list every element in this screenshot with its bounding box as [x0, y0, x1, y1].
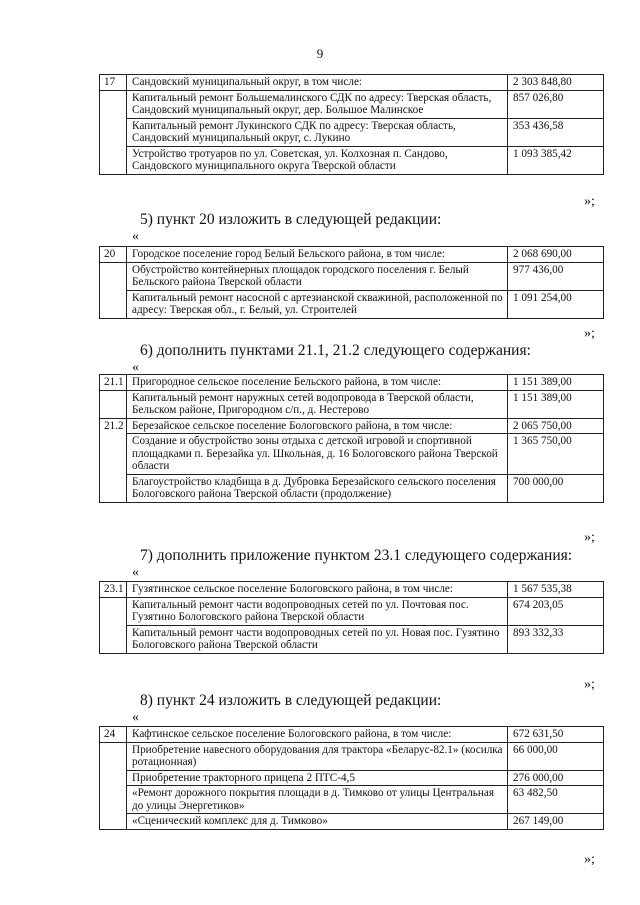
row-amount: 857 026,80	[508, 90, 604, 118]
table-row	[100, 786, 604, 814]
row-number: 17	[100, 75, 127, 91]
amendment-heading-8: 8) пункт 24 изложить в следующей редакции:	[140, 692, 442, 709]
row-description: Капитальный ремонт части водопроводных сетей по ул. Почтовая пос. Гузятино Бологовского района Тверской области	[127, 597, 508, 625]
row-amount: 893 332,33	[508, 625, 604, 653]
row-description: Капитальный ремонт насосной с артезианской скважиной, расположенной по адресу: Тверская обл., г. Белый, ул. Строителей	[127, 290, 508, 318]
row-number	[100, 290, 127, 318]
row-number	[100, 146, 127, 174]
closing-quote: »;	[584, 194, 595, 209]
row-amount: 66 000,00	[508, 742, 604, 770]
row-number: 24	[100, 727, 127, 743]
amendment-heading-7: 7) дополнить приложение пунктом 23.1 следующего содержания:	[140, 547, 573, 564]
table-row	[100, 290, 604, 318]
row-description: «Сценический комплекс для д. Тимково»	[127, 814, 508, 830]
row-description: Обустройство контейнерных площадок городского поселения г. Белый Бельского района Тверской области	[127, 262, 508, 290]
page-number: 9	[316, 46, 324, 61]
row-number	[100, 742, 127, 770]
table-item-20	[99, 246, 604, 319]
row-description: Капитальный ремонт Большемалинского СДК по адресу: Тверская область, Сандовский муниципальный округ, дер. Большое Малинское	[127, 90, 508, 118]
table-item-23-1	[99, 581, 604, 654]
row-description: Благоустройство кладбища в д. Дубровка Березайского сельского поселения Бологовского района Тверской области (продолжение)	[127, 474, 508, 502]
row-description: «Ремонт дорожного покрытия площади в д. Тимково от улицы Центральная до улицы Энергетиков»	[127, 786, 508, 814]
table-item-17	[99, 74, 604, 175]
row-number	[100, 625, 127, 653]
row-number	[100, 390, 127, 418]
amendment-heading-5: 5) пункт 20 изложить в следующей редакции:	[140, 211, 442, 228]
closing-quote: »;	[584, 326, 595, 341]
opening-quote: «	[132, 229, 139, 244]
row-description: Капитальный ремонт Лукинского СДК по адресу: Тверская область, Сандовский муниципальный округ, с. Лукино	[127, 118, 508, 146]
opening-quote: «	[132, 710, 139, 725]
table-row	[100, 770, 604, 786]
row-number	[100, 474, 127, 502]
table-row	[100, 597, 604, 625]
table-row	[100, 118, 604, 146]
closing-quote: »;	[584, 530, 595, 545]
table-row	[100, 146, 604, 174]
table-row	[100, 582, 604, 598]
row-number	[100, 118, 127, 146]
row-description: Устройство тротуаров по ул. Советская, ул. Колхозная п. Сандово, Сандовского муниципального округа Тверской области	[127, 146, 508, 174]
row-amount: 2 068 690,00	[508, 247, 604, 263]
table-row	[100, 390, 604, 418]
opening-quote: «	[132, 565, 139, 580]
row-number: 20	[100, 247, 127, 263]
table-row	[100, 474, 604, 502]
table-row	[100, 814, 604, 830]
row-amount: 1 567 535,38	[508, 582, 604, 598]
table-row	[100, 262, 604, 290]
row-number	[100, 597, 127, 625]
table-row	[100, 434, 604, 475]
row-number: 23.1	[100, 582, 127, 598]
row-amount: 672 631,50	[508, 727, 604, 743]
row-description: Гузятинское сельское поселение Бологовского района, в том числе:	[127, 582, 508, 598]
closing-quote: »;	[584, 852, 595, 867]
row-description: Приобретение тракторного прицепа 2 ПТС-4,5	[127, 770, 508, 786]
table-row	[100, 625, 604, 653]
row-amount: 1 091 254,00	[508, 290, 604, 318]
row-description: Создание и обустройство зоны отдыха с детской игровой и спортивной площадками п. Березайка ул. Школьная, д. 16 Бологовского района Тверской области	[127, 434, 508, 475]
row-amount: 1 151 389,00	[508, 390, 604, 418]
row-amount: 63 482,50	[508, 786, 604, 814]
row-amount: 1 365 750,00	[508, 434, 604, 475]
table-row	[100, 75, 604, 91]
row-number: 21.2	[100, 418, 127, 434]
table-items-21	[99, 374, 604, 503]
row-description: Городское поселение город Белый Бельского района, в том числе:	[127, 247, 508, 263]
row-amount: 674 203,05	[508, 597, 604, 625]
row-amount: 276 000,00	[508, 770, 604, 786]
row-number	[100, 770, 127, 786]
row-number	[100, 434, 127, 475]
row-description: Пригородное сельское поселение Бельского района, в том числе:	[127, 375, 508, 391]
row-amount: 2 065 750,00	[508, 418, 604, 434]
amendment-heading-6: 6) дополнить пунктами 21.1, 21.2 следующего содержания:	[140, 342, 531, 359]
row-amount: 1 093 385,42	[508, 146, 604, 174]
row-number	[100, 814, 127, 830]
row-amount: 1 151 389,00	[508, 375, 604, 391]
row-description: Сандовский муниципальный округ, в том числе:	[127, 75, 508, 91]
table-row	[100, 90, 604, 118]
row-description: Березайское сельское поселение Бологовского района, в том числе:	[127, 418, 508, 434]
table-row	[100, 247, 604, 263]
row-number	[100, 786, 127, 814]
row-amount: 353 436,58	[508, 118, 604, 146]
row-description: Приобретение навесного оборудования для трактора «Беларус-82.1» (косилка ротационная)	[127, 742, 508, 770]
row-description: Капитальный ремонт части водопроводных сетей по ул. Новая пос. Гузятино Бологовского района Тверской области	[127, 625, 508, 653]
table-row	[100, 375, 604, 391]
row-amount: 700 000,00	[508, 474, 604, 502]
row-number	[100, 262, 127, 290]
table-row	[100, 418, 604, 434]
row-amount: 2 303 848,80	[508, 75, 604, 91]
row-amount: 977 436,00	[508, 262, 604, 290]
row-number: 21.1	[100, 375, 127, 391]
row-description: Капитальный ремонт наружных сетей водопровода в Тверской области, Бельском районе, Пригородном с/п., д. Нестерово	[127, 390, 508, 418]
table-row	[100, 742, 604, 770]
opening-quote: «	[132, 360, 139, 375]
table-row	[100, 727, 604, 743]
table-item-24	[99, 726, 604, 830]
row-number	[100, 90, 127, 118]
row-amount: 267 149,00	[508, 814, 604, 830]
row-description: Кафтинское сельское поселение Бологовского района, в том числе:	[127, 727, 508, 743]
closing-quote: »;	[584, 677, 595, 692]
